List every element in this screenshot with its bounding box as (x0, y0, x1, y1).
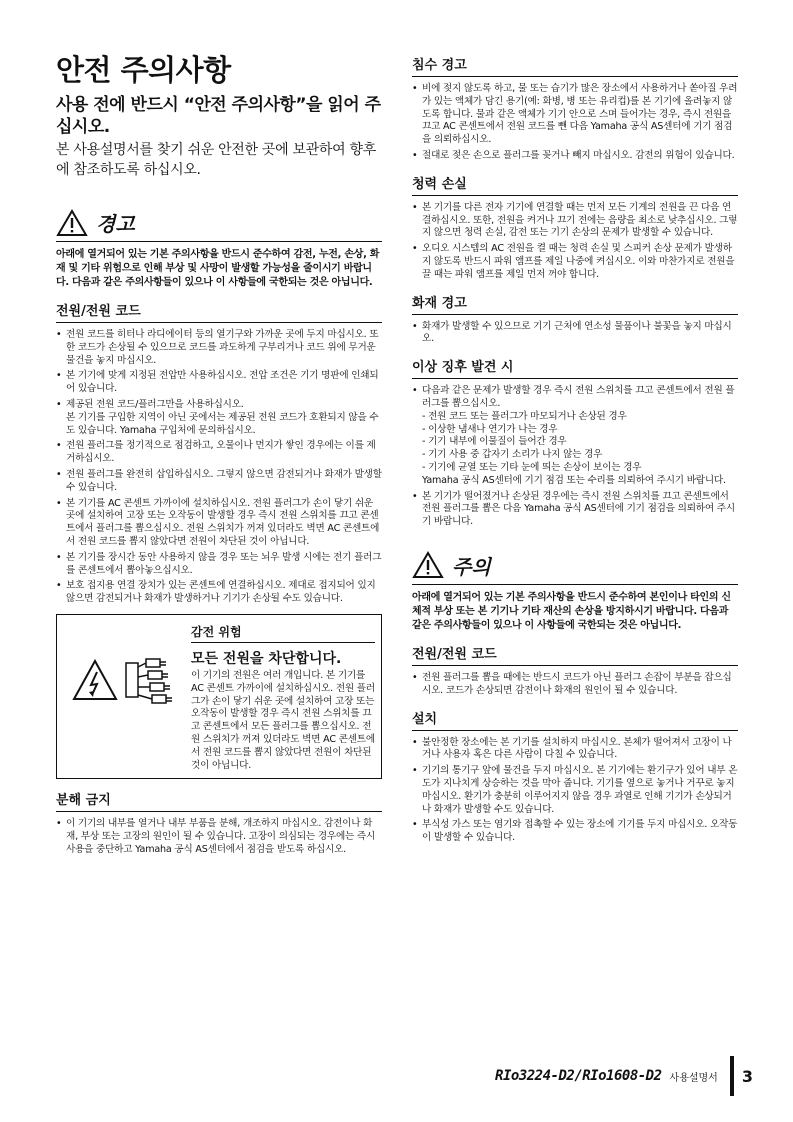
disassembly-list (56, 818, 382, 856)
section-heading-water: 침수 경고 (412, 54, 738, 77)
list-item: • 전원 플러그를 완전히 삽입하십시오. 그렇지 않으면 감전되거나 화재가 발생할 수 있습니다. (56, 469, 382, 495)
caution-intro: 아래에 열거되어 있는 기본 주의사항을 반드시 준수하여 본인이나 타인의 신체적 부상 또는 본 기기나 기타 재산의 손상을 방지하시기 바랍니다. 다음과 같은 주의사항들이 있으나 이 사항들에 국한되는 것은 아닙니다. (412, 591, 731, 631)
list-item: • 본 기기를 장시간 동안 사용하지 않을 경우 또는 뇌우 발생 시에는 전기 플러그를 콘센트에서 뽑아놓으십시오. (56, 552, 382, 578)
section-heading-hearing: 청력 손실 (412, 173, 738, 196)
installation-list (412, 737, 738, 845)
footer-divider (730, 1056, 734, 1096)
warning-triangle-icon (56, 209, 88, 237)
section-heading-abnormal: 이상 징후 발견 시 (412, 356, 738, 379)
page-description: 본 사용설명서를 찾기 쉬운 안전한 곳에 보관하여 향후에 참조하도록 하십시오. (56, 142, 376, 178)
fire-list (412, 321, 738, 347)
electric-shock-warning-icon (72, 659, 118, 701)
left-column (56, 52, 382, 860)
shock-body: 이 기기의 전원은 여러 개입니다. 본 기기를 AC 콘센트 가까이에 설치하십시오. 전원 플러그가 손이 닿기 쉬운 곳에 설치하여 고장 또는 오작동이 발생할 경우 즉시 전원 스위치를 끄고 콘센트에서 모든 플러그를 뽑으십시오. 전원 스위치가 꺼져 있더라도 벽면 AC 콘센트에서 전원 코드를 뽑지 않았다면 전원이 차단된 것이 아닙니다. (191, 669, 375, 771)
list-item: • 본 기기가 떨어졌거나 손상된 경우에는 즉시 전원 스위치를 끄고 콘센트에서 전원 플러그를 뽑은 다음 Yamaha 공식 AS센터에 기기 점검을 의뢰하여 주시기 바랍니다. (412, 491, 738, 529)
page-subtitle: 사용 전에 반드시 “안전 주의사항”을 읽어 주십시오. (56, 95, 381, 137)
list-item: • 전원 코드를 히터나 라디에이터 등의 열기구와 가까운 곳에 두지 마십시오. 또한 코드가 손상될 수 있으므로 코드를 과도하게 구부리거나 코드 위에 무거운 물건을 놓지 마십시오. (56, 329, 382, 367)
unplug-all-cords-icon (124, 653, 182, 707)
list-item: • 비에 젖지 않도록 하고, 물 또는 습기가 많은 장소에서 사용하거나 쏟아질 우려가 있는 액체가 담긴 용기(예: 화병, 병 또는 유리컵)를 본 기기에 올려놓지 않도록 합니다. 물과 같은 액체가 기기 안으로 스며 들어가는 경우, 즉시 전원을 끄고 AC 콘센트에서 전원 코드를 뺀 다음 Yamaha 공식 AS센터에 기기 점검을 의뢰하십시오. (412, 83, 738, 147)
caution-triangle-icon (412, 551, 444, 579)
list-item: • 전원 플러그를 뽑을 때에는 반드시 코드가 아닌 플러그 손잡이 부분을 잡으십시오. 코드가 손상되면 감전이나 화재의 원인이 될 수 있습니다. (412, 672, 738, 698)
list-item: • 다음과 같은 문제가 발생할 경우 즉시 전원 스위치를 끄고 콘센트에서 전원 플러그를 뽑으십시오. - 전원 코드 또는 플러그가 마모되거나 손상된 경우 - 이상한 냄새나 연기가 나는 경우 - 기기 내부에 이물질이 들어간 경우 - 기기 사용 중 갑자기 소리가 나지 않는 경우 - 기기에 균열 또는 기타 눈에 띄는 손상이 보이는 경우 Yamaha 공식 AS센터에 기기 점검 또는 수리를 의뢰하여 주시기 바랍니다. (412, 385, 738, 487)
list-item: • 불안정한 장소에는 본 기기를 설치하지 마십시오. 본체가 떨어져서 고장이 나거나 사용자 혹은 다른 사람이 다칠 수 있습니다. (412, 737, 738, 763)
list-item: • 오디오 시스템의 AC 전원을 켤 때는 청력 손실 및 스피커 손상 문제가 발생하지 않도록 반드시 파워 앰프를 제일 나중에 켜십시오. 이와 마찬가지로 전원을 끌 때는 파워 앰프를 제일 먼저 꺼야 합니다. (412, 243, 738, 281)
electric-shock-box (56, 614, 382, 779)
shock-title: 감전 위험 (191, 623, 375, 643)
hearing-list (412, 202, 738, 282)
page-footer (495, 1056, 753, 1096)
section-heading-disassembly: 분해 금지 (56, 789, 382, 812)
model-name: RIo3224-D2/RIo1608-D2 (495, 1068, 662, 1084)
section-heading-installation: 설치 (412, 708, 738, 731)
warning-label: 경고 (96, 212, 135, 236)
caution-heading (412, 551, 738, 585)
abnormal-list (412, 385, 738, 529)
list-item: • 본 기기를 AC 콘센트 가까이에 설치하십시오. 전원 플러그가 손이 닿기 쉬운 곳에 설치하여 고장 또는 오작동이 발생할 경우 즉시 전원 스위치를 끄고 콘센트에서 플러그를 뽑으십시오. 전원 스위치가 꺼져 있더라도 벽면 AC 콘센트에서 전원 코드를 뽑지 않았다면 전원이 차단된 것이 아닙니다. (56, 498, 382, 549)
list-item: • 이 기기의 내부를 열거나 내부 부품을 분해, 개조하지 마십시오. 감전이나 화재, 부상 또는 고장의 원인이 될 수 있습니다. 고장이 의심되는 경우에는 즉시 사용을 중단하고 Yamaha 공식 AS센터에서 점검을 받도록 하십시오. (56, 818, 382, 856)
list-item: • 화재가 발생할 수 있으므로 기기 근처에 연소성 물품이나 불꽃을 놓지 마십시오. (412, 321, 738, 347)
warning-intro: 아래에 열거되어 있는 기본 주의사항을 반드시 준수하여 감전, 누전, 손상, 화재 및 기타 위험으로 인해 부상 및 사망이 발생할 가능성을 줄이시기 바랍니다. 다음과 같은 주의사항들이 있으나 이 사항들에 국한되는 것은 아닙니다. (56, 249, 380, 288)
manual-label: 사용설명서 (669, 1072, 718, 1084)
page-title: 안전 주의사항 (56, 53, 231, 87)
list-item: • 전원 플러그를 정기적으로 점검하고, 오물이나 먼지가 쌓인 경우에는 이를 제거하십시오. (56, 440, 382, 466)
power-cord-list (56, 329, 382, 606)
list-item: • 제공된 전원 코드/플러그만을 사용하십시오. 본 기기를 구입한 지역이 아닌 곳에서는 제공된 전원 코드가 호환되지 않을 수도 있습니다. Yamaha 구입처에 문의하십시오. (56, 399, 382, 437)
section-heading-fire: 화재 경고 (412, 292, 738, 315)
list-item: • 절대로 젖은 손으로 플러그를 꽂거나 빼지 마십시오. 감전의 위험이 있습니다. (412, 150, 738, 163)
section-heading-power-cord: 전원/전원 코드 (56, 300, 382, 323)
shock-icons (63, 623, 191, 707)
list-item: • 보호 접지용 연결 장치가 있는 콘센트에 연결하십시오. 제대로 접지되어 있지 않으면 감전되거나 화재가 발생하거나 기기가 손상될 수도 있습니다. (56, 580, 382, 606)
caution-power-cord-list (412, 672, 738, 698)
shock-text (191, 623, 375, 772)
caution-label: 주의 (452, 554, 491, 579)
list-item: • 기기의 통기구 앞에 물건을 두지 마십시오. 본 기기에는 환기구가 있어 내부 온도가 지나치게 상승하는 것을 막아 줍니다. 기기를 옆으로 놓거나 거꾸로 놓지 마십시오. 환기가 충분히 이루어지지 않을 경우 과열로 인해 기기가 손상되거나 화재가 발생할 수도 있습니다. (412, 765, 738, 816)
right-column (412, 52, 738, 848)
warning-heading (56, 208, 382, 242)
list-item: • 부식성 가스 또는 염기와 접촉할 수 있는 장소에 기기를 두지 마십시오. 오작동이 발생할 수 있습니다. (412, 819, 738, 845)
list-item: • 본 기기를 다른 전자 기기에 연결할 때는 먼저 모든 기계의 전원을 끈 다음 연결하십시오. 또한, 전원을 켜거나 끄기 전에는 음량을 최소로 낮추십시오. 그렇지 않으면 청력 손실, 감전 또는 기기 손상의 문제가 발생할 수 있습니다. (412, 202, 738, 240)
water-list (412, 83, 738, 163)
shock-headline: 모든 전원을 차단합니다. (191, 650, 342, 667)
section-heading-caution-power-cord: 전원/전원 코드 (412, 643, 738, 666)
list-item: • 본 기기에 맞게 지정된 전압만 사용하십시오. 전압 조건은 기기 명판에 인쇄되어 있습니다. (56, 370, 382, 396)
page-number: 3 (741, 1066, 753, 1086)
